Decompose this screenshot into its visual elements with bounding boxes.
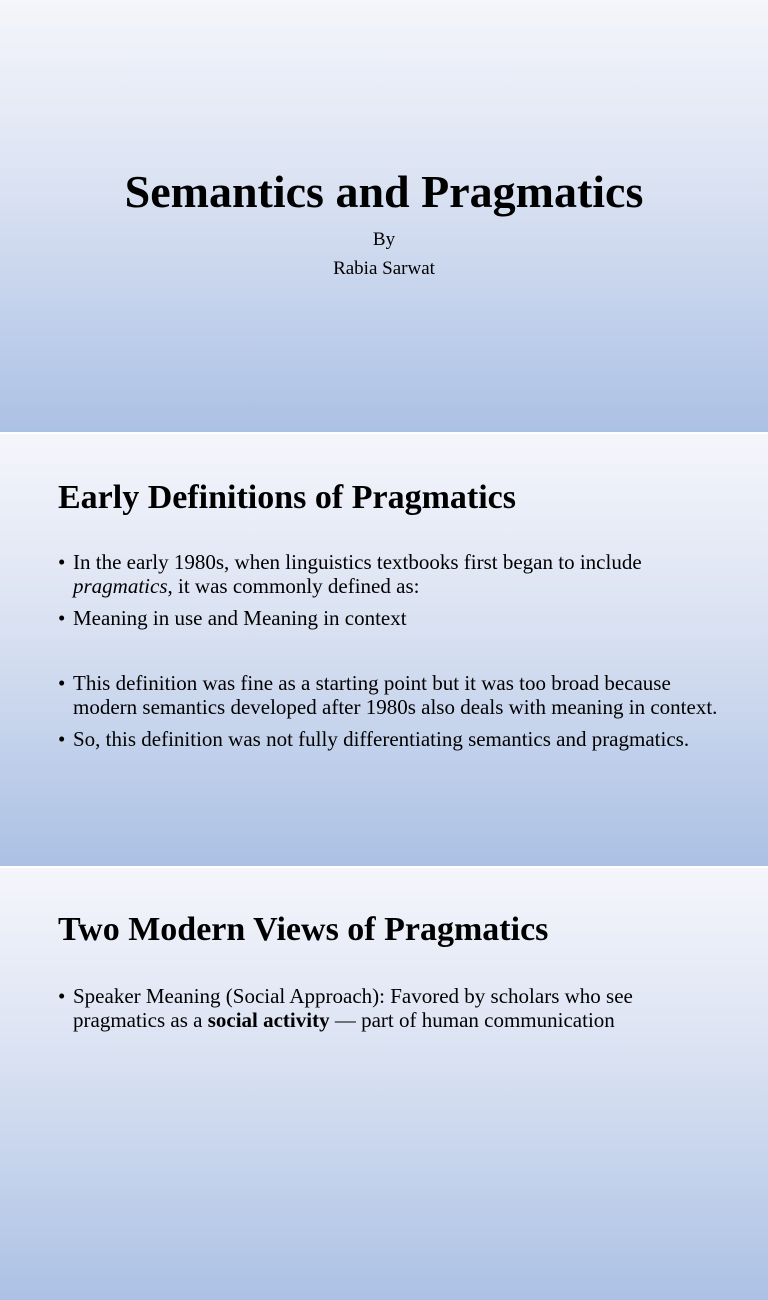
bullet-list	[58, 550, 718, 759]
author-name: Rabia Sarwat	[333, 258, 435, 279]
bullet-bold-term: social activity	[207, 1008, 330, 1032]
slide-heading: Early Definitions of Pragmatics	[58, 479, 516, 516]
bullet-item	[58, 727, 718, 751]
bullet-text: This definition was fine as a starting point but it was too broad because modern semantics developed after 1980s also deals with meaning in context.	[73, 671, 718, 719]
bullet-text: In the early 1980s, when linguistics textbooks first began to include	[73, 550, 642, 574]
bullet-text: , it was commonly defined as:	[167, 574, 420, 598]
bullet-text: — part of human communication	[329, 1008, 615, 1032]
subtitle-by: By	[372, 229, 396, 250]
bullet-item	[58, 550, 718, 598]
bullet-item	[58, 606, 718, 630]
presentation-title: Semantics and Pragmatics	[124, 166, 644, 217]
slide-early-definitions	[0, 434, 768, 866]
bullet-list	[58, 984, 718, 1040]
bullet-text: Speaker Meaning (Social Approach): Favored by scholars who see pragmatics as a	[73, 984, 633, 1032]
bullet-italic-term: pragmatics	[73, 574, 168, 598]
slide-modern-views	[0, 868, 768, 1300]
slide-title	[0, 0, 768, 432]
bullet-item	[58, 984, 718, 1032]
bullet-text: So, this definition was not fully differentiating semantics and pragmatics.	[73, 727, 690, 751]
bullet-text: Meaning in use and Meaning in context	[73, 606, 407, 630]
bullet-item	[58, 671, 718, 719]
slide-heading: Two Modern Views of Pragmatics	[58, 911, 549, 948]
